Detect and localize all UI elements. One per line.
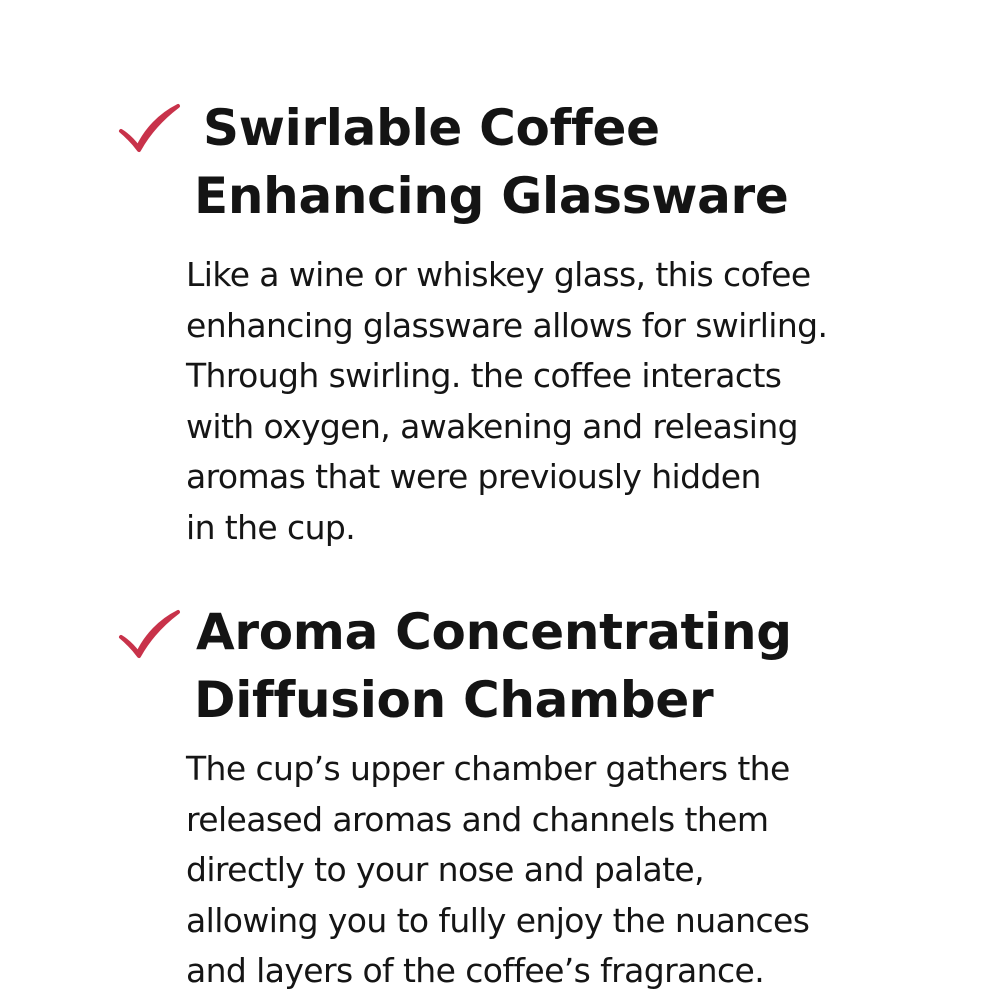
description-line: allowing you to fully enjoy the nuances [186, 900, 810, 940]
description-line: in the cup. [186, 507, 356, 547]
description-line: Through swirling. the coffee interacts [186, 356, 782, 395]
description-line: released aromas and channels them [186, 799, 769, 839]
description-line: and layers of the coffee’s fragrance. [186, 951, 765, 990]
description-line: directly to your nose and palate, [186, 850, 704, 889]
description-line: Like a wine or whiskey glass, this cofee [186, 255, 811, 294]
feature-title-line: Enhancing Glassware [194, 167, 789, 225]
description-line: The cup’s upper chamber gathers the [186, 749, 790, 788]
feature-title [194, 598, 792, 734]
feature-title-line: Aroma Concentrating [196, 603, 792, 661]
description-line: aromas that were previously hidden [186, 457, 761, 496]
description-line: with oxygen, awakening and releasing [186, 406, 799, 446]
feature-title-line: Diffusion Chamber [194, 671, 714, 729]
feature-title [194, 94, 789, 230]
feature-description [186, 250, 827, 553]
description-line: enhancing glassware allows for swirling. [186, 305, 828, 345]
feature-title-line: Swirlable Coffee [203, 99, 660, 157]
check-mark-icon [116, 100, 182, 154]
check-mark-icon [116, 606, 182, 660]
feature-description [186, 744, 809, 997]
